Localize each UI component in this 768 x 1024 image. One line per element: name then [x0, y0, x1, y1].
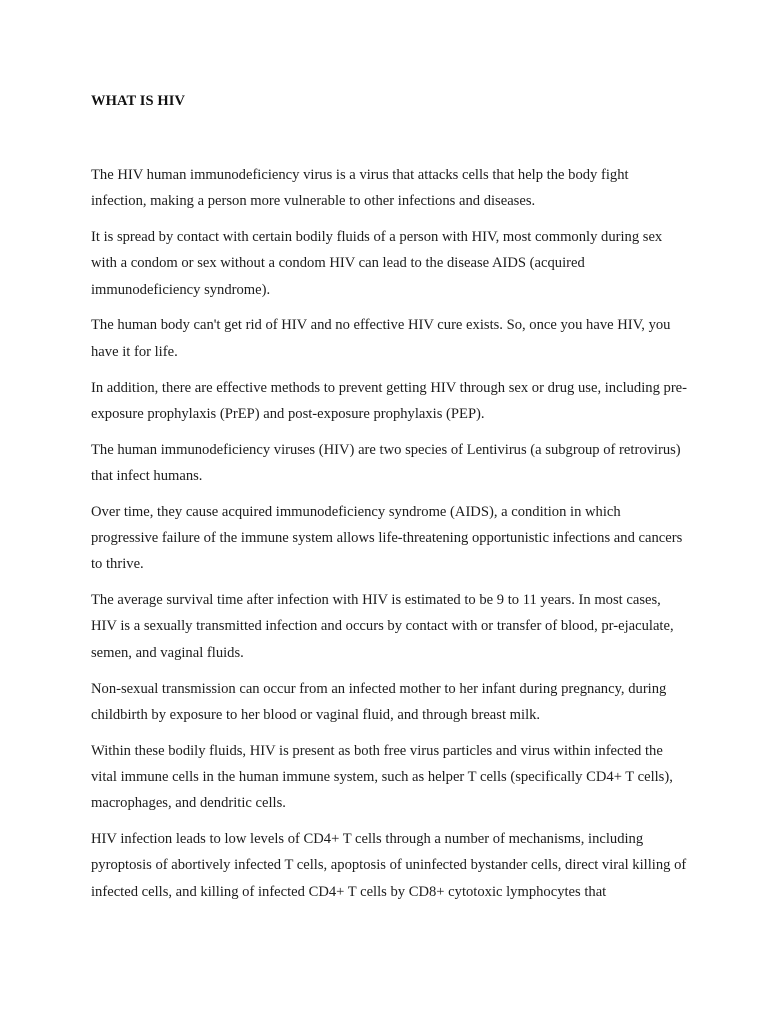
document-body: [91, 90, 687, 914]
paragraph: The human body can't get rid of HIV and no effective HIV cure exists. So, once you have HIV, you have it for life.: [91, 317, 671, 360]
paragraph: Within these bodily fluids, HIV is present as both free virus particles and virus within infected the vital immune cells in the human immune system, such as helper T cells (specifically CD4+ T cells), macrophages, and dendritic cells.: [91, 742, 673, 812]
paragraph-list: [91, 162, 687, 905]
paragraph: Over time, they cause acquired immunodeficiency syndrome (AIDS), a condition in which progressive failure of the immune system allows life-threatening opportunistic infections and cancers to thrive.: [91, 503, 683, 573]
document-title: WHAT IS HIV: [91, 93, 186, 109]
paragraph: Non-sexual transmission can occur from an infected mother to her infant during pregnancy, during childbirth by exposure to her blood or vaginal fluid, and through breast milk.: [91, 680, 667, 723]
paragraph: HIV infection leads to low levels of CD4+ T cells through a number of mechanisms, including pyroptosis of abortively infected T cells, apoptosis of uninfected bystander cells, direct viral killing of infected cells, and killing of infected CD4+ T cells by CD8+ cytotoxic lymphocytes that: [91, 831, 687, 900]
paragraph: In addition, there are effective methods to prevent getting HIV through sex or drug use, including pre- exposure prophylaxis (PrEP) and post-exposure prophylaxis (PEP).: [91, 379, 688, 422]
paragraph: The average survival time after infection with HIV is estimated to be 9 to 11 years. In most cases, HIV is a sexually transmitted infection and occurs by contact with or transfer of blood, pr-ejaculate, semen, and vaginal fluids.: [91, 592, 674, 661]
paragraph: It is spread by contact with certain bodily fluids of a person with HIV, most commonly during sex with a condom or sex without a condom HIV can lead to the disease AIDS (acquired immunodeficiency syndrome).: [91, 229, 663, 298]
paragraph: The human immunodeficiency viruses (HIV) are two species of Lentivirus (a subgroup of retrovirus) that infect humans.: [91, 441, 681, 484]
paragraph: The HIV human immunodeficiency virus is a virus that attacks cells that help the body fight infection, making a person more vulnerable to other infections and diseases.: [91, 167, 629, 210]
